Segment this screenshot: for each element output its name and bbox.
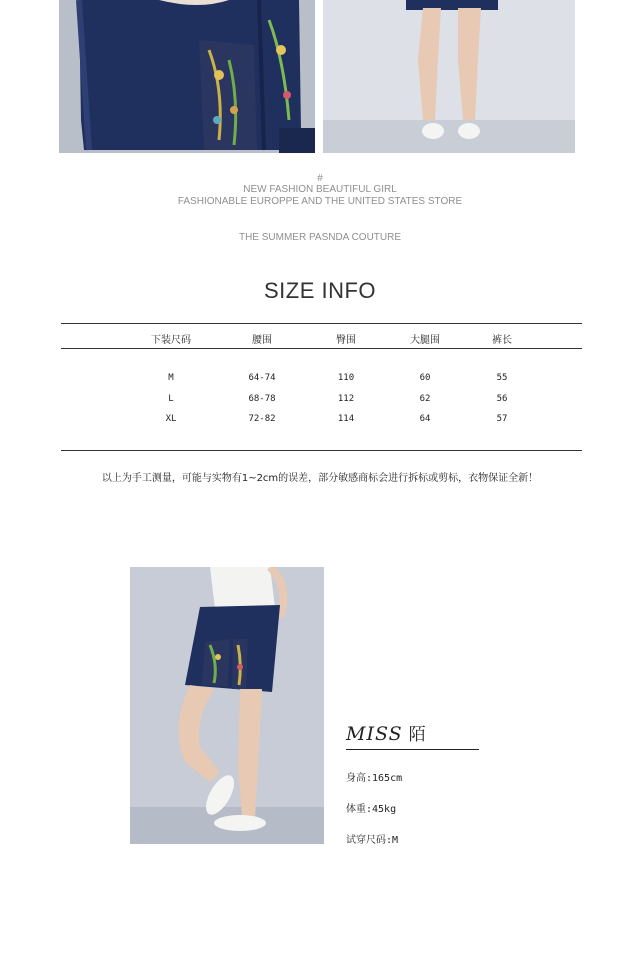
header-cell: 下装尺码	[151, 335, 191, 346]
model-name	[346, 720, 427, 745]
model-photo	[130, 567, 324, 844]
measurement-note: 以上为手工测量，可能与实物有1~2cm的误差，部分敏感商标会进行拆标或剪标，衣物保证全新！	[101, 473, 539, 484]
table-cell: 64	[419, 414, 431, 424]
model-name-latin: MISS	[346, 723, 403, 745]
model-weight: 体重:45kg	[346, 804, 397, 815]
table-cell: 55	[496, 373, 508, 383]
model-height: 身高:165cm	[346, 773, 403, 784]
table-cell: 57	[496, 414, 508, 424]
model-name-chinese: 陌	[408, 725, 427, 745]
slogan-line-3: THE SUMMER PASNDA COUTURE	[238, 232, 402, 243]
table-cell: 114	[337, 414, 355, 424]
header-cell: 臀围	[336, 335, 356, 346]
model-size-tried: 试穿尺码:M	[346, 835, 399, 846]
slogan-symbol: #	[317, 173, 323, 184]
table-cell: 64-74	[248, 373, 276, 383]
table-cell: M	[168, 373, 174, 383]
table-header-rule	[61, 348, 582, 349]
table-cell: 56	[496, 394, 508, 404]
table-bottom-rule	[61, 450, 582, 451]
slogan-line-2: FASHIONABLE EUROPPE AND THE UNITED STATES STORE	[177, 196, 463, 207]
table-cell: 62	[419, 394, 431, 404]
table-cell: L	[168, 394, 174, 404]
size-info-title: SIZE INFO	[263, 278, 377, 303]
table-top-rule	[61, 323, 582, 324]
slogan-line-1: NEW FASHION BEAUTIFUL GIRL	[243, 184, 397, 195]
header-cell: 裤长	[492, 335, 512, 346]
table-cell: 112	[337, 394, 355, 404]
header-cell: 腰围	[252, 335, 272, 346]
table-cell: 110	[337, 373, 355, 383]
table-cell: XL	[165, 414, 177, 424]
table-cell: 68-78	[248, 394, 276, 404]
product-photo-closeup	[59, 0, 315, 153]
model-name-underline	[346, 749, 479, 750]
header-cell: 大腿围	[410, 335, 440, 346]
table-cell: 60	[419, 373, 431, 383]
table-cell: 72-82	[248, 414, 276, 424]
product-photo-legs	[323, 0, 575, 153]
